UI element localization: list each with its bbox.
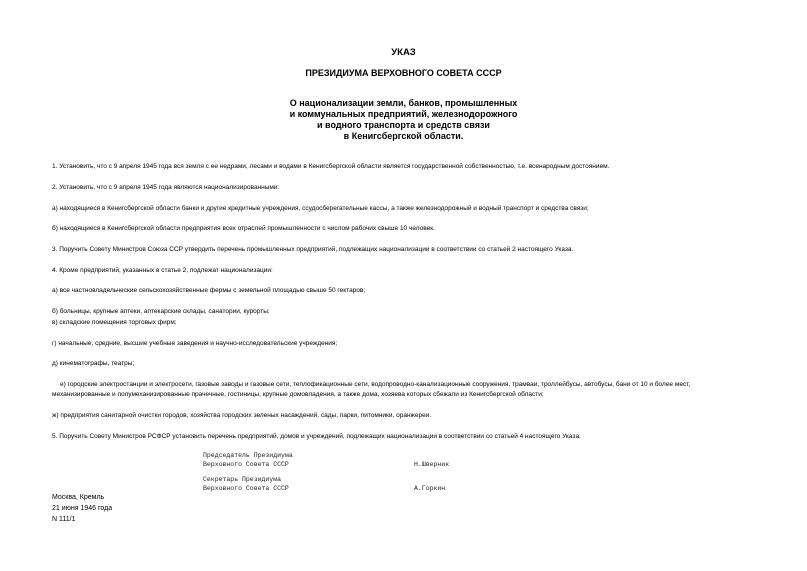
document-subject	[0, 98, 807, 142]
chair-name: Н.Шверник	[414, 461, 450, 468]
article-4-item-c: в) складские помещения торговых фирм;	[52, 319, 177, 326]
article-1: 1. Установить, что с 9 апреля 1945 года вся земля с ее недрами, лесами и водами в Кенигсбергской области является государственной собственностью, т.е. всенародным достоянием.	[52, 163, 610, 170]
chair-title-line-1: Председатель Президиума	[203, 452, 293, 459]
article-4-item-e: д) кинематографы, театры;	[52, 360, 135, 367]
signing-place: Москва, Кремль	[52, 494, 105, 501]
subject-line: и водного транспорта и средств связи	[317, 120, 490, 130]
article-5: 5. Поручить Совету Министров РСФСР установить перечень предприятий, домов и учреждений, подлежащих национализации в соответствии со статьей 4 настоящего Указа.	[52, 433, 581, 440]
article-4-item-f-line-1: е) городские электростанции и электросети, газовые заводы и газовые сети, теплофикационные сети, водопроводно-канализационные сооружения, трамваи, троллейбусы, автобусы, бани от 10 и более мест,	[60, 381, 691, 388]
secretary-name: А.Горкин	[414, 485, 446, 492]
subject-line: в Кенигсбергской области.	[343, 131, 464, 141]
article-4-item-g: ж) предприятия санитарной очистки городов, хозяйства городских зеленых насаждений, сады, парки, питомники, оранжереи.	[52, 412, 432, 419]
article-3: 3. Поручить Совету Министров Союза ССР утвердить перечень промышленных предприятий, подлежащих национализации в соответствии со статьей 2 настоящего Указа.	[52, 246, 574, 253]
article-4-item-f-line-2: механизированные и полумеханизированные прачечные, гостиницы, крупные домовладения, а также дома, хозяева которых сбежали из Кенигсбергской области;	[52, 391, 544, 398]
document-issuer: ПРЕЗИДИУМА ВЕРХОВНОГО СОВЕТА СССР	[305, 68, 502, 78]
secretary-title-line-1: Секретарь Президиума	[203, 476, 282, 483]
article-4: 4. Кроме предприятий, указанных в статье 2, подлежат национализации:	[52, 267, 273, 274]
chair-title-line-2: Верховного Совета СССР	[203, 461, 289, 468]
subject-line: О национализации земли, банков, промышленных	[289, 98, 518, 108]
secretary-title-line-2: Верховного Совета СССР	[203, 485, 289, 492]
signing-date: 21 июня 1946 года	[52, 505, 113, 512]
article-4-item-d: г) начальные, средние, высшие учебные заведения и научно-исследовательские учреждения;	[52, 340, 338, 347]
article-2: 2. Установить, что с 9 апреля 1945 года являются национализированными:	[52, 184, 280, 191]
article-4-item-b: б) больницы, крупные аптеки, аптекарские склады, санатории, курорты;	[52, 308, 270, 315]
article-4-item-a: а) все частновладельческие сельскохозяйственные фермы с земельной площадью свыше 50 гектаров;	[52, 287, 366, 294]
subject-line: и коммунальных предприятий, железнодорожного	[289, 109, 518, 119]
document-title: УКАЗ	[391, 47, 416, 58]
article-2-item-b: б) находящиеся в Кенигсбергской области предприятия всех отраслей промышленности с числом рабочих свыше 10 человек.	[52, 225, 435, 232]
decree-number: N 111/1	[52, 516, 76, 523]
article-2-item-a: а) находящиеся в Кенигсбергской области банки и другие кредитные учреждения, ссудосберегательные кассы, а также железнодорожный и водный транспорт и средства связи;	[52, 205, 589, 212]
